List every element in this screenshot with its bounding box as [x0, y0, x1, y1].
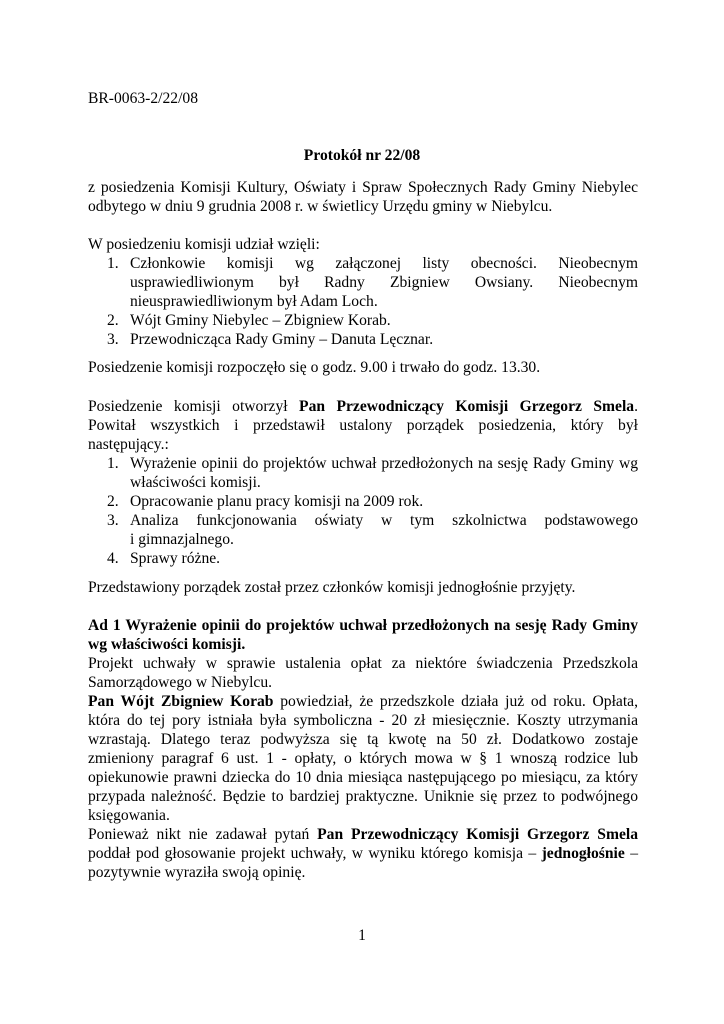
- ad1-heading: wg właściwości komisji.: [88, 636, 246, 653]
- list-number: 1.: [107, 255, 119, 272]
- list-item: [107, 330, 638, 349]
- list-number: 1.: [107, 455, 119, 472]
- list-number: 3.: [107, 512, 119, 529]
- list-item: [107, 254, 638, 311]
- list-line: Przewodnicząca Rady Gminy – Danuta Lęcznar.: [130, 331, 434, 348]
- attendance-heading: W posiedzeniu komisji udział wzięli:: [88, 236, 320, 253]
- list-item: [107, 549, 638, 568]
- list-line: Sprawy różne.: [130, 550, 221, 567]
- vote-result: jednogłośnie: [541, 845, 625, 862]
- ad1-paragraph-line: przypada należność. Będzie to bardziej praktyczne. Uniknie się przez to podwójnego: [88, 788, 638, 805]
- agenda-list: [107, 454, 638, 568]
- ad1-paragraph-line: która do tej pory istniała była symboliczna - 20 zł miesięcznie. Koszty utrzymania: [88, 712, 638, 729]
- ad1-paragraph-line: wzrastają. Dlatego teraz podwyższa się tą kwotę na 50 zł. Dodatkowo zostaje: [88, 731, 638, 748]
- list-line: Analiza funkcjonowania oświaty w tym szkolnictwa podstawowego: [130, 512, 638, 529]
- list-line: Wójt Gminy Niebylec – Zbigniew Korab.: [130, 312, 391, 329]
- ad1-paragraph-line: Ponieważ nikt nie zadawał pytań Pan Przewodniczący Komisji Grzegorz Smela: [88, 826, 638, 843]
- list-item: [107, 511, 638, 549]
- opening-line: Powitał wszystkich i przedstawił ustalony porządek posiedzenia, który był: [88, 417, 638, 434]
- ad1-paragraph-line: Projekt uchwały w sprawie ustalenia opłat za niektóre świadczenia Przedszkola: [88, 655, 638, 672]
- ad1-section: [88, 616, 638, 882]
- document-title: Protokół nr 22/08: [303, 147, 421, 164]
- list-line: usprawiedliwionym był Radny Zbigniew Owsiany. Nieobecnym: [130, 274, 638, 291]
- list-item: [107, 492, 638, 511]
- ad1-paragraph-line: księgowania.: [88, 807, 170, 824]
- page-number: 1: [358, 927, 366, 944]
- ad1-paragraph-line: Pan Wójt Zbigniew Korab powiedział, że przedszkole działa już od roku. Opłata,: [88, 693, 638, 710]
- list-number: 3.: [107, 331, 119, 348]
- opening-line: następujący.:: [88, 436, 169, 453]
- list-line: właściwości komisji.: [130, 474, 261, 491]
- list-item: [107, 454, 638, 492]
- list-number: 4.: [107, 550, 119, 567]
- opening-paragraph: [88, 397, 638, 454]
- list-number: 2.: [107, 312, 119, 329]
- ad1-paragraph-line: zmieniony paragraf 6 ust. 1 - opłaty, o których mowa w § 1 wnoszą rodzice lub: [88, 750, 638, 767]
- list-line: Członkowie komisji wg załączonej listy obecności. Nieobecnym: [130, 255, 638, 272]
- attendance-list: [107, 254, 638, 349]
- intro-line: odbytego w dniu 9 grudnia 2008 r. w świetlicy Urzędu gminy w Niebylcu.: [88, 198, 553, 215]
- chairman-name: Pan Przewodniczący Komisji Grzegorz Smela: [317, 826, 638, 843]
- list-line: nieusprawiedliwionym był Adam Loch.: [130, 293, 378, 310]
- start-time-paragraph: Posiedzenie komisji rozpoczęło się o godz. 9.00 i trwało do godz. 13.30.: [88, 359, 541, 376]
- chairman-name: Pan Przewodniczący Komisji Grzegorz Smela: [299, 398, 635, 415]
- ad1-paragraph-line: poddał pod głosowanie projekt uchwały, w wyniku którego komisja – jednogłośnie –: [88, 845, 638, 862]
- list-number: 2.: [107, 493, 119, 510]
- intro-line: z posiedzenia Komisji Kultury, Oświaty i Spraw Społecznych Rady Gminy Niebylec: [88, 179, 638, 196]
- list-line: i gimnazjalnego.: [130, 531, 234, 548]
- ad1-paragraph-line: opiekunowie prawni dziecka do 10 dnia miesiąca następującego po miesiącu, za który: [88, 769, 638, 786]
- opening-line: Posiedzenie komisji otworzył Pan Przewodniczący Komisji Grzegorz Smela.: [88, 398, 638, 415]
- agenda-accepted-paragraph: Przedstawiony porządek został przez członków komisji jednogłośnie przyjęty.: [88, 579, 576, 596]
- intro-paragraph: [88, 178, 638, 216]
- document-reference: BR-0063-2/22/08: [88, 90, 199, 107]
- ad1-paragraph-line: Samorządowego w Niebylcu.: [88, 674, 273, 691]
- mayor-name: Pan Wójt Zbigniew Korab: [88, 693, 274, 710]
- list-line: Opracowanie planu pracy komisji na 2009 rok.: [130, 493, 424, 510]
- list-item: [107, 311, 638, 330]
- list-line: Wyrażenie opinii do projektów uchwał przedłożonych na sesję Rady Gminy wg: [130, 455, 638, 472]
- ad1-paragraph-line: pozytywnie wyraziła swoją opinię.: [88, 864, 306, 881]
- ad1-heading: Ad 1 Wyrażenie opinii do projektów uchwał przedłożonych na sesję Rady Gminy: [88, 617, 638, 634]
